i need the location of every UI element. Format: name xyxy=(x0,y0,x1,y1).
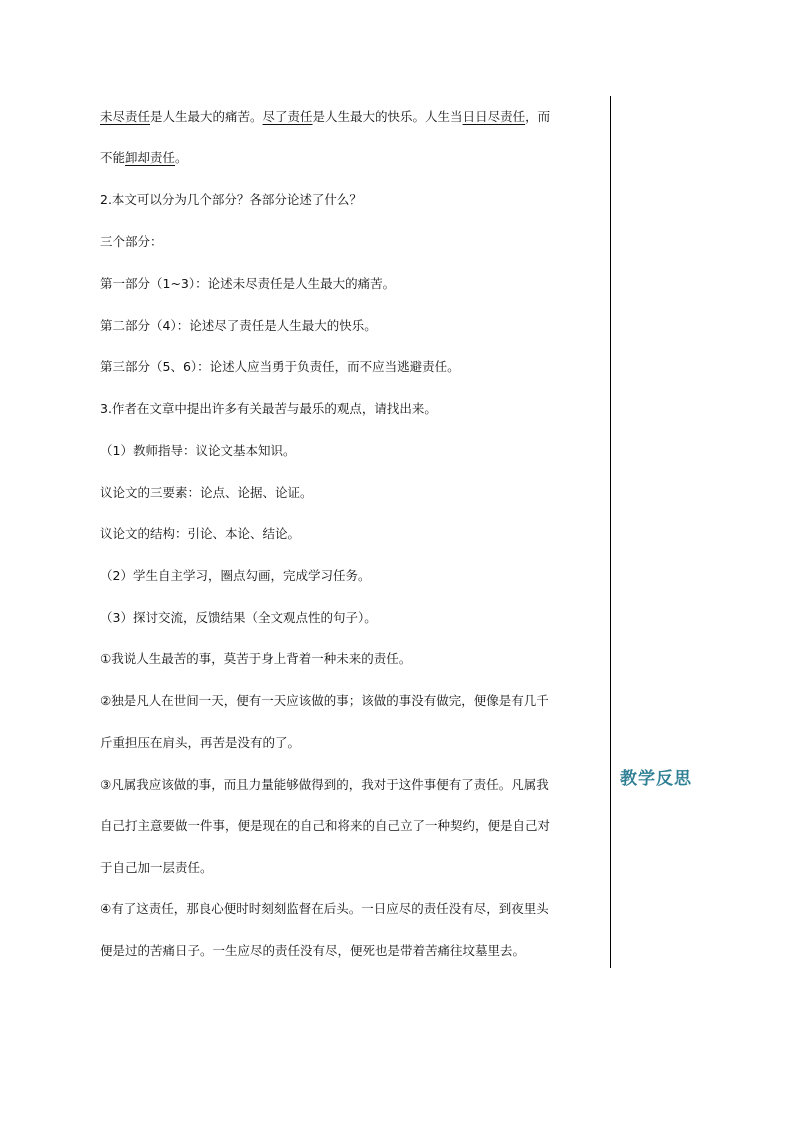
answer-heading: 三个部分： xyxy=(100,234,163,249)
viewpoint-3-line-2: 自己打主意要做一件事，便是现在的自己和将来的自己立了一种契约，便是自己对 xyxy=(100,818,551,833)
three-elements: 议论文的三要素：论点、论据、论证。 xyxy=(100,485,313,500)
part-one: 第一部分（1~3）：论述未尽责任是人生最大的痛苦。 xyxy=(100,276,396,291)
text-line-2 xyxy=(100,149,188,167)
text-segment: 是人生最大的快乐。人生当 xyxy=(312,109,463,124)
viewpoint-4-line-1: ④有了这责任，那良心便时时刻刻监督在后头。一日应尽的责任没有尽，到夜里头 xyxy=(100,901,549,916)
text-segment: 是人生最大的痛苦。 xyxy=(150,109,263,124)
text-line-1 xyxy=(100,108,550,126)
viewpoint-3-line-1: ③凡属我应该做的事，而且力量能够做得到的，我对于这件事便有了责任。凡属我 xyxy=(100,777,549,792)
viewpoint-3-line-3: 于自己加一层责任。 xyxy=(100,860,213,875)
table-divider xyxy=(610,96,611,968)
underlined-phrase: 日日尽责任 xyxy=(462,109,526,124)
underlined-phrase: 未尽责任 xyxy=(100,109,151,124)
text-segment: 不能 xyxy=(100,150,126,165)
viewpoint-2-line-1: ②独是凡人在世间一天，便有一天应该做的事；该做的事没有做完，便像是有几千 xyxy=(100,693,549,708)
step-1: （1）教师指导：议论文基本知识。 xyxy=(100,443,296,458)
underlined-phrase: 尽了责任 xyxy=(262,109,313,124)
part-two: 第二部分（4）：论述尽了责任是人生最大的快乐。 xyxy=(100,318,377,333)
structure: 议论文的结构：引论、本论、结论。 xyxy=(100,526,301,541)
viewpoint-1: ①我说人生最苦的事，莫苦于身上背着一种未来的责任。 xyxy=(100,651,412,666)
part-three: 第三部分（5、6）：论述人应当勇于负责任，而不应当逃避责任。 xyxy=(100,359,460,374)
question-2: 2.本文可以分为几个部分？各部分论述了什么？ xyxy=(100,192,362,207)
question-3: 3.作者在文章中提出许多有关最苦与最乐的观点，请找出来。 xyxy=(100,401,437,416)
step-2: （2）学生自主学习，圈点勾画，完成学习任务。 xyxy=(100,568,371,583)
viewpoint-4-line-2: 便是过的苦痛日子。一生应尽的责任没有尽，便死也是带着苦痛往坟墓里去。 xyxy=(100,943,526,958)
teaching-reflection-title: 教学反思 xyxy=(620,769,692,789)
text-segment: ，而 xyxy=(525,109,551,124)
text-segment: 。 xyxy=(175,150,188,165)
viewpoint-2-line-2: 斤重担压在肩头，再苦是没有的了。 xyxy=(100,735,301,750)
step-3: （3）探讨交流，反馈结果（全文观点性的句子）。 xyxy=(100,610,377,625)
underlined-phrase: 卸却责任 xyxy=(125,150,176,165)
